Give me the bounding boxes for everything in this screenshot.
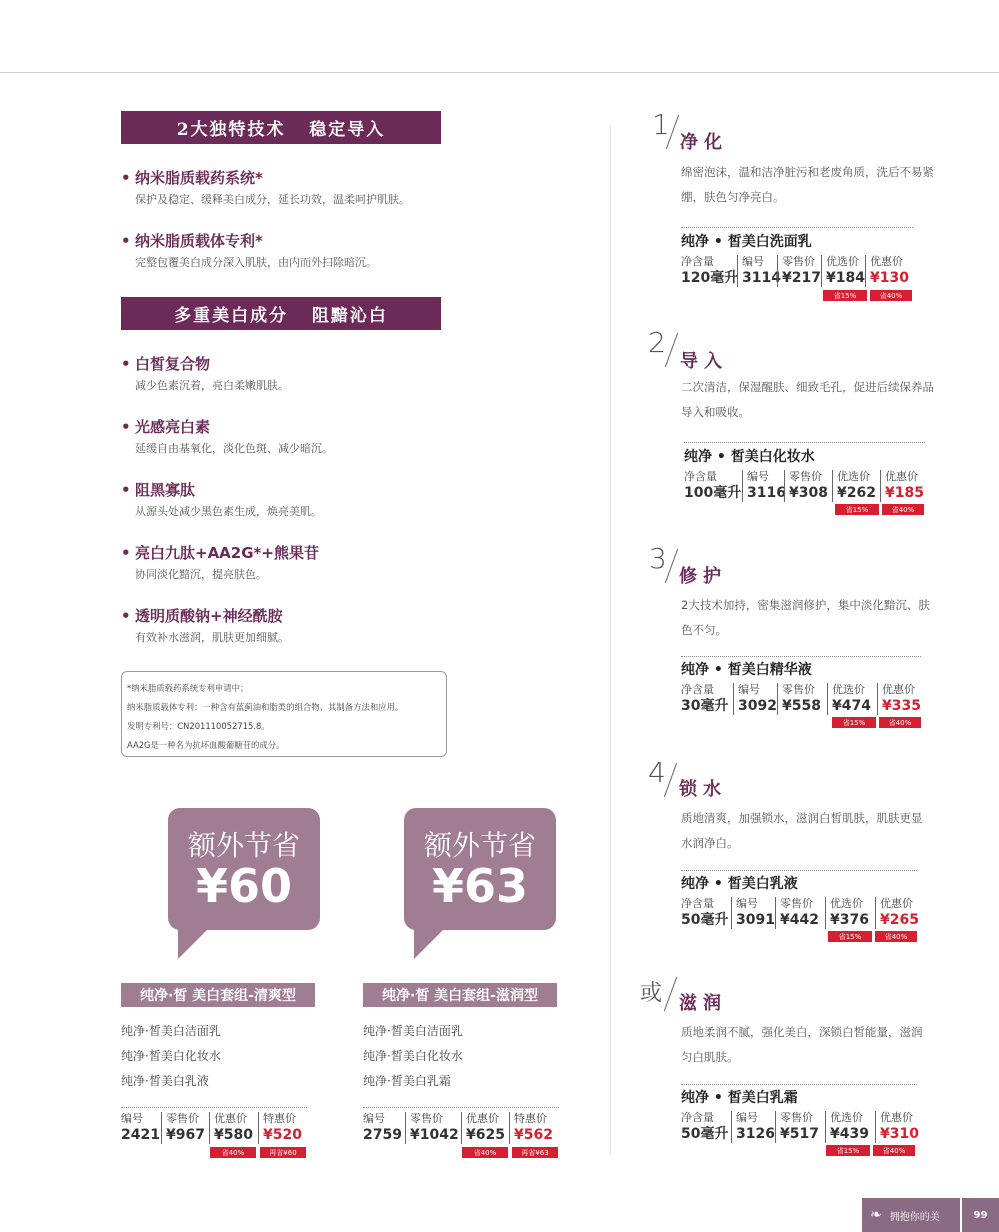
discount-price: ¥185 (885, 485, 924, 501)
footnote-line: AA2G是一种名为抗坏血酸葡糖苷的成分。 (127, 740, 285, 750)
ingredient-bullet: • 透明质酸钠+神经酰胺 有效补水滋润，肌肤更加细腻。 (121, 606, 561, 645)
product-code: 3114 (742, 270, 781, 286)
product-name: 纯净 • 皙美白乳液 (681, 876, 798, 892)
set-item: 纯净·皙美白洁面乳 (121, 1024, 221, 1038)
net-content: 50毫升 (681, 1126, 729, 1142)
discount-price: ¥265 (880, 912, 919, 928)
set-item: 纯净·皙美白化妆水 (363, 1049, 463, 1063)
technology-banner: 2大独特技术 稳定导入 (121, 111, 441, 144)
set-item: 纯净·皙美白乳霜 (363, 1074, 451, 1088)
dotted-divider (681, 227, 913, 228)
step-slash (664, 763, 677, 797)
special-price: ¥562 (514, 1127, 553, 1143)
savings-tag: 省40% (462, 1147, 508, 1158)
retail-price: ¥442 (780, 912, 819, 928)
step-desc: 质地清爽，加强锁水，滋润白皙肌肤，肌肤更显水润净白。 (681, 811, 923, 850)
tech-bullet: • 纳米脂质载药系统* 保护及稳定、缓释美白成分，延长功效，温柔呵护肌肤。 (121, 168, 561, 207)
discount-price: ¥335 (882, 698, 921, 714)
savings-bubble (168, 808, 320, 930)
product-name: 纯净 • 皙美白乳霜 (681, 1090, 798, 1106)
leaf-icon: ❧ (870, 1207, 882, 1223)
retail-price: ¥517 (780, 1126, 819, 1142)
savings-tag: 省15% (832, 717, 876, 728)
price-table: 净含量 30毫升 编号 3092 零售价 ¥558 优选价 ¥474 优惠价 ¥335 (681, 683, 923, 715)
retail-price: ¥1042 (410, 1127, 459, 1143)
discount-price: ¥625 (466, 1127, 505, 1143)
step-desc: 质地柔润不腻，强化美白，深锁白皙能量，滋润匀白肌肤。 (681, 1025, 923, 1064)
step-slash (665, 333, 678, 367)
special-price: ¥520 (263, 1127, 302, 1143)
preferred-price: ¥474 (832, 698, 871, 714)
footnote-line: 发明专利号：CN201110052715.8。 (127, 721, 270, 731)
ingredient-desc: 协同淡化黯沉，提亮肤色。 (135, 568, 267, 581)
bubble-tail (414, 929, 444, 959)
preferred-price: ¥184 (826, 270, 865, 286)
dotted-divider (363, 1107, 559, 1108)
price-table: 净含量 100毫升 编号 3116 零售价 ¥308 优选价 ¥262 优惠价 ¥185 (684, 470, 926, 502)
ingredient-title: 亮白九肽+AA2G*+熊果苷 (135, 544, 319, 562)
tech-bullet: • 纳米脂质载体专利* 完整包覆美白成分深入肌肤，由内而外扫除暗沉。 (121, 231, 561, 270)
product-name: 纯净 • 皙美白化妆水 (684, 449, 815, 465)
step-title: 锁水 (679, 779, 727, 800)
ingredient-bullet: • 光感亮白素 延缓自由基氧化，淡化色斑、减少暗沉。 (121, 417, 561, 456)
bubble-tail (178, 929, 208, 959)
set-item: 纯净·皙美白化妆水 (121, 1049, 221, 1063)
ingredient-title: 光感亮白素 (135, 418, 211, 436)
product-code: 2759 (363, 1127, 402, 1143)
page-number: 99 (962, 1198, 999, 1232)
savings-amount: ¥60 (195, 859, 293, 913)
dotted-divider (121, 1107, 307, 1108)
savings-tag: 再省¥60 (260, 1147, 306, 1158)
retail-price: ¥217 (782, 270, 821, 286)
price-table: 净含量 120毫升 编号 3114 零售价 ¥217 优选价 ¥184 优惠价 ¥130 (681, 255, 911, 287)
retail-price: ¥558 (782, 698, 821, 714)
footer-slogan: 拥抱你的美 (889, 1211, 940, 1223)
step-desc: 二次清洁，保湿醒肤、细致毛孔，促进后续保养品导入和吸收。 (681, 380, 934, 419)
step-desc: 2大技术加持，密集滋润修护，集中淡化黯沉、肤色不匀。 (681, 598, 930, 637)
step-number: 或 (640, 981, 663, 1006)
savings-tag: 省15% (823, 290, 867, 301)
savings-tag: 省40% (879, 717, 921, 728)
ingredient-bullet: • 亮白九肽+AA2G*+熊果苷 协同淡化黯沉，提亮肤色。 (121, 543, 561, 582)
step-desc: 绵密泡沫，温和洁净脏污和老废角质，洗后不易紧绷，肤色匀净亮白。 (681, 165, 934, 204)
ingredient-desc: 减少色素沉着，亮白柔嫩肌肤。 (135, 379, 289, 392)
price-table: 净含量 50毫升 编号 3091 零售价 ¥442 优选价 ¥376 优惠价 ¥265 (681, 897, 921, 929)
column-divider (610, 125, 611, 1155)
tech-title: 纳米脂质载药系统* (135, 169, 263, 187)
savings-tag: 省15% (826, 1145, 870, 1156)
dotted-divider (684, 442, 925, 443)
discount-price: ¥130 (870, 270, 909, 286)
step-title: 导入 (680, 351, 728, 372)
savings-label: 额外节省 (423, 829, 536, 862)
dotted-divider (681, 656, 921, 657)
ingredients-banner: 多重美白成分 阻黯沁白 (121, 297, 441, 330)
product-code: 3091 (736, 912, 775, 928)
savings-tag: 省40% (210, 1147, 256, 1158)
retail-price: ¥308 (789, 485, 828, 501)
preferred-price: ¥439 (830, 1126, 869, 1142)
product-code: 3092 (738, 698, 777, 714)
header-divider (0, 72, 999, 73)
dotted-divider (681, 870, 917, 871)
ingredient-title: 白皙复合物 (135, 355, 211, 373)
step-slash (664, 977, 677, 1011)
step-slash (665, 549, 678, 583)
price-table: 编号 2421 零售价 ¥967 优惠价 ¥580 特惠价 ¥520 (121, 1112, 306, 1144)
net-content: 100毫升 (684, 485, 742, 501)
discount-price: ¥580 (214, 1127, 253, 1143)
product-name: 纯净 • 皙美白洗面乳 (681, 234, 812, 250)
set-title: 纯净·皙 美白套组-滋润型 (363, 983, 557, 1007)
step-title: 修护 (679, 566, 727, 587)
price-table: 净含量 50毫升 编号 3126 零售价 ¥517 优选价 ¥439 优惠价 ¥310 (681, 1111, 921, 1143)
step-number: 2 (648, 326, 666, 359)
dotted-divider (681, 1084, 917, 1085)
ingredient-bullet: • 阻黑寡肽 从源头处减少黑色素生成，焕亮美肌。 (121, 480, 561, 519)
footnote-line: *纳米脂质载药系统专利申请中； (127, 683, 249, 693)
discount-price: ¥310 (880, 1126, 919, 1142)
savings-bubble (404, 808, 556, 930)
tech-desc: 完整包覆美白成分深入肌肤，由内而外扫除暗沉。 (135, 256, 377, 269)
ingredient-title: 透明质酸钠+神经酰胺 (135, 607, 283, 625)
set-item: 纯净·皙美白乳液 (121, 1074, 209, 1088)
savings-tag: 省40% (870, 290, 912, 301)
preferred-price: ¥262 (837, 485, 876, 501)
savings-tag: 省40% (882, 504, 924, 515)
savings-tag: 省15% (835, 504, 879, 515)
step-title: 净化 (680, 132, 728, 153)
tech-title: 纳米脂质载体专利* (135, 232, 263, 250)
ingredient-desc: 有效补水滋润，肌肤更加细腻。 (135, 631, 289, 644)
product-code: 3126 (736, 1126, 775, 1142)
savings-label: 额外节省 (187, 829, 300, 862)
preferred-price: ¥376 (830, 912, 869, 928)
savings-amount: ¥63 (431, 859, 529, 913)
retail-price: ¥967 (166, 1127, 205, 1143)
price-table: 编号 2759 零售价 ¥1042 优惠价 ¥625 特惠价 ¥562 (363, 1112, 557, 1144)
net-content: 120毫升 (681, 270, 739, 286)
product-code: 3116 (747, 485, 786, 501)
step-number: 4 (648, 756, 666, 789)
set-item: 纯净·皙美白洁面乳 (363, 1024, 463, 1038)
ingredient-bullet: • 白皙复合物 减少色素沉着，亮白柔嫩肌肤。 (121, 354, 561, 393)
savings-tag: 再省¥63 (512, 1147, 558, 1158)
net-content: 50毫升 (681, 912, 729, 928)
ingredient-desc: 从源头处减少黑色素生成，焕亮美肌。 (135, 505, 322, 518)
step-number: 1 (652, 108, 670, 141)
step-number: 3 (649, 542, 667, 575)
footnote-box (121, 671, 447, 757)
savings-tag: 省40% (875, 931, 917, 942)
footnote-line: 纳米脂质载体专利：一种含有蓝蓟油和脂类的组合物、其制备方法和应用。 (127, 702, 404, 712)
net-content: 30毫升 (681, 698, 729, 714)
ingredient-title: 阻黑寡肽 (135, 481, 196, 499)
product-name: 纯净 • 皙美白精华液 (681, 662, 812, 678)
step-title: 滋润 (679, 993, 727, 1014)
footer-slogan-bar (862, 1198, 960, 1232)
tech-desc: 保护及稳定、缓释美白成分，延长功效，温柔呵护肌肤。 (135, 193, 410, 206)
savings-tag: 省15% (828, 931, 872, 942)
product-code: 2421 (121, 1127, 160, 1143)
set-title: 纯净·皙 美白套组-清爽型 (121, 983, 315, 1007)
savings-tag: 省40% (873, 1145, 915, 1156)
ingredient-desc: 延缓自由基氧化，淡化色斑、减少暗沉。 (135, 442, 333, 455)
